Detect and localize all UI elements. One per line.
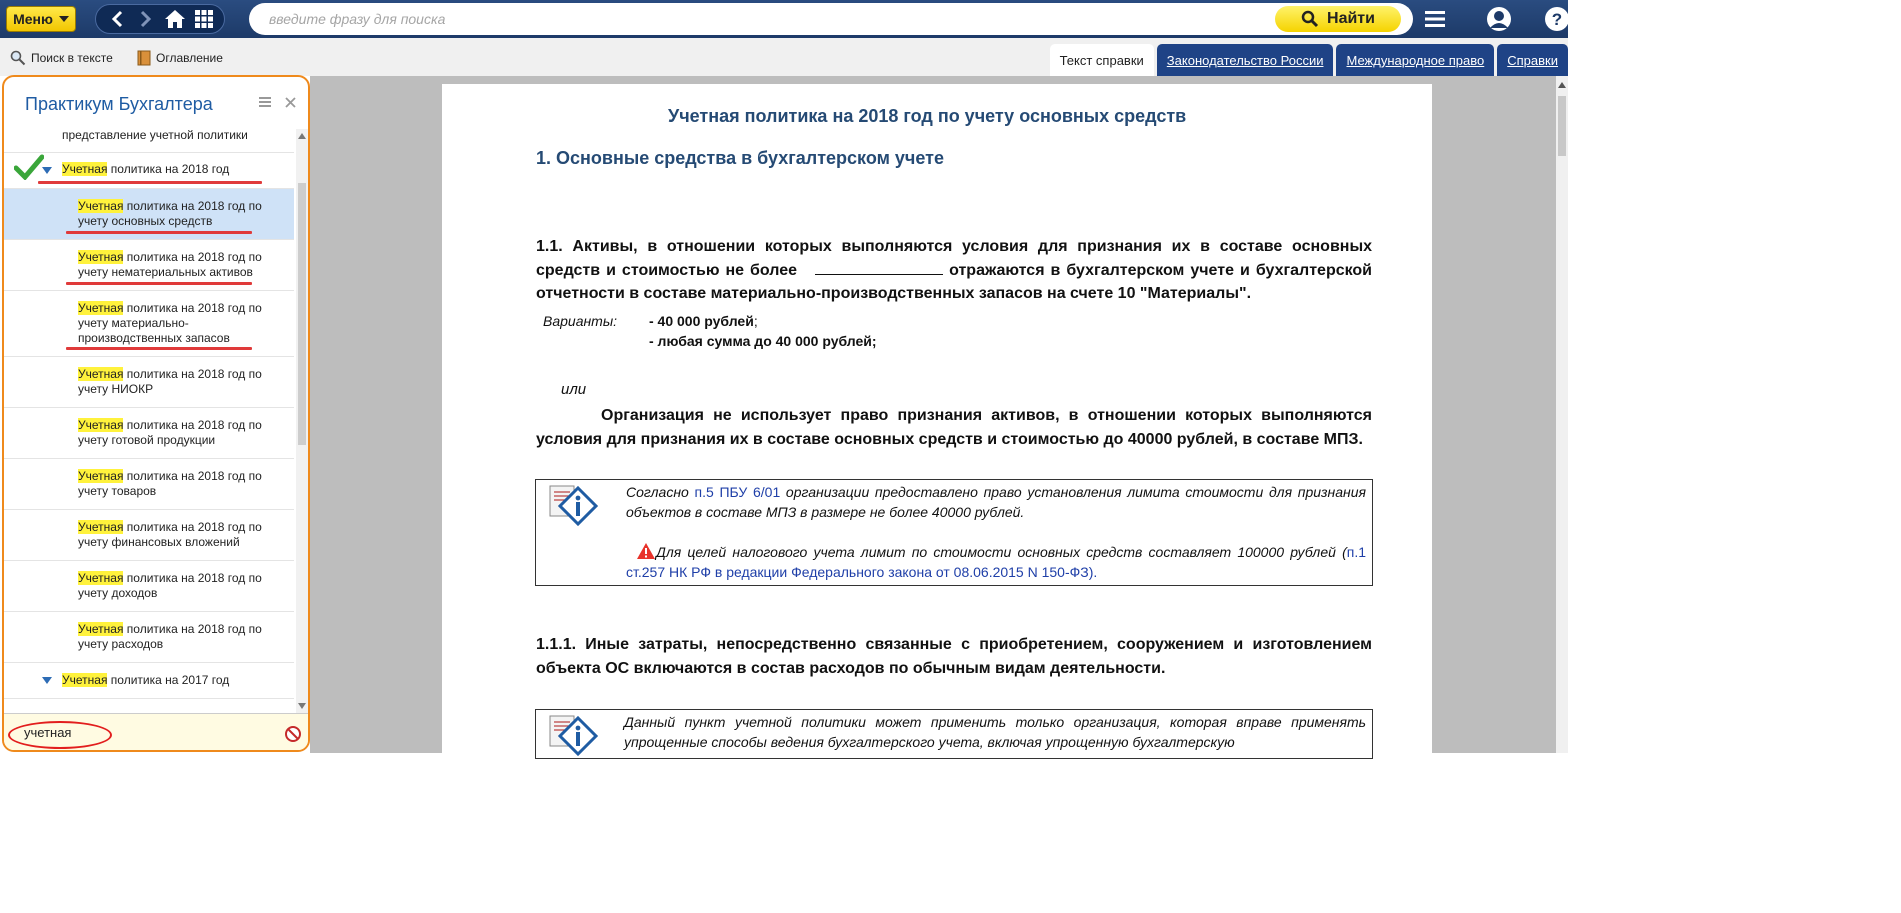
tree-item-label-line2: учету материально- [78,316,189,330]
red-underline [66,231,252,234]
info-icon [548,714,600,756]
link-nk[interactable]: п.1 ст.257 НК РФ в редакции Федерального закона от 08.06.2015 N 150-ФЗ [626,544,1366,580]
tree-item-label: политика на 2018 год по [123,367,262,381]
tree-item-label: политика на 2018 год по [123,622,262,636]
red-underline [66,347,252,350]
highlight-match: Учетная [62,162,108,176]
tree-item-label: политика на 2018 год по [123,418,262,432]
info-text: организации предоставлено право установления лимита стоимости для признания объектов в составе МПЗ в размере не более 40000 рублей. [626,484,1366,520]
top-bar [0,0,1568,38]
sidebar-scrollbar[interactable] [296,129,308,713]
tree-item-label: представление учетной политики [62,128,248,142]
scroll-down-icon[interactable] [298,703,306,709]
paragraph-text: 1.1. Активы, в отношении которых выполняются условия для признания их в составе основных средств и стоимостью не более [536,238,1372,279]
highlight-match: Учетная [62,673,108,687]
tree-item-label-line2: учету доходов [78,586,158,600]
close-icon[interactable] [285,95,296,113]
tree-item-label: политика на 2018 год по [123,199,262,213]
tree-item-label: политика на 2018 год [107,162,230,176]
expand-arrow-icon[interactable] [42,167,52,174]
toolbar [0,38,1568,76]
search-input[interactable] [269,9,1259,29]
info-box-1 [535,479,1373,586]
scroll-up-icon[interactable] [1558,82,1566,88]
document-title: Учетная политика на 2018 год по учету основных средств [668,106,1187,126]
tab-bar [1050,44,1568,76]
document-scroll-thumb[interactable] [1558,96,1566,156]
tree-item-label: политика на 2017 год [107,673,230,687]
highlight-match: Учетная [78,250,124,264]
or-label: или [561,381,587,398]
chevron-down-icon [59,16,69,22]
highlight-match: Учетная [78,571,124,585]
red-annotation-ellipse [8,721,112,749]
apps-grid-icon[interactable] [191,6,217,32]
tab-reference-text[interactable]: Текст справки [1050,44,1154,76]
highlight-match: Учетная [78,301,124,315]
warning-text: Для целей налогового учета лимит по стоимости основных средств составляет 100000 рублей ( [656,544,1347,560]
paragraph-text: отражаются в бухгалтерском учете и бухгалтерской отчетности в составе материально-производственных запасов на счете 10 "Материалы". [536,261,1373,302]
tree-item-selected[interactable] [4,189,294,240]
tree-item-label-line2: учету финансовых вложений [78,535,240,549]
highlight-match: Учетная [78,199,124,213]
book-icon [137,50,151,66]
tree-item-label: политика на 2018 год по [123,301,262,315]
scroll-up-icon[interactable] [298,133,306,139]
tree-item-label-line2: учету нематериальных активов [78,265,253,279]
home-icon[interactable] [162,6,188,32]
tree-item[interactable] [4,510,294,561]
variant-1[interactable] [649,313,758,329]
tree-item-label: политика на 2018 год по [123,520,262,534]
tree-item-label-line2: учету готовой продукции [78,433,216,447]
link-pbu[interactable]: п.5 ПБУ 6/01 [694,484,781,500]
info-text-2: Данный пункт учетной политики может применить только организация, которая вправе применять упрощенные способы ведения бухгалтерского учета, включая упрощенную бухгалтерскую [624,714,1366,750]
document-scrollbar[interactable] [1556,76,1568,753]
magnifier-icon [10,50,26,66]
info-text: Согласно [626,484,695,500]
checkmark-icon [14,154,44,180]
warning-icon [636,542,656,560]
menu-label: Меню [13,11,53,27]
tree-item-2018[interactable] [4,153,294,189]
tab-russian-legislation[interactable]: Законодательство России [1157,44,1334,76]
link-end: ). [1088,564,1098,580]
search-in-text-button[interactable] [10,50,113,66]
info-icon [548,484,600,526]
tree-item[interactable] [4,291,294,357]
svg-text:?: ? [1551,10,1563,29]
tree-item-label-line2: учету расходов [78,637,164,651]
tree-item-2017[interactable] [4,663,294,699]
navigation-group [95,4,225,34]
variant-text: - 40 000 рублей [649,313,754,329]
sidebar-scroll-thumb[interactable] [298,183,306,445]
section-heading: 1. Основные средства в бухгалтерском учете [536,148,944,168]
contents-label: Оглавление [156,51,223,65]
contents-button[interactable] [137,50,223,66]
help-icon[interactable] [1542,4,1572,34]
sidebar [2,75,310,752]
tree-item[interactable] [4,408,294,459]
expand-arrow-icon[interactable] [42,677,52,684]
find-button[interactable] [1275,6,1401,32]
contents-tree [4,127,294,711]
paragraph-1-1-1: 1.1.1. Иные затраты, непосредственно связанные с приобретением, сооружением и изготовлением объекта ОС включаются в состав расходов по обычным видам деятельности. [536,636,1372,677]
list-menu-icon[interactable] [259,95,271,113]
forward-icon[interactable] [133,6,159,32]
find-label: Найти [1327,10,1375,27]
user-icon[interactable] [1484,4,1514,34]
info-warning [626,542,1366,582]
menu-button[interactable] [6,6,76,32]
red-underline [38,181,262,184]
tab-international-law[interactable]: Международное право [1336,44,1494,76]
tree-item[interactable] [4,561,294,612]
tree-item-label: политика на 2018 год по [123,469,262,483]
back-icon[interactable] [104,6,130,32]
alternative-paragraph: Организация не использует право признания активов, в отношении которых выполняются условия для признания их в составе основных средств и стоимостью до 40000 рублей, в составе МПЗ. [536,407,1372,448]
tree-item[interactable] [4,459,294,510]
variants-label: Варианты: [543,313,618,329]
tree-item-label-line2: учету товаров [78,484,157,498]
tree-item-label: политика на 2018 год по [123,571,262,585]
tree-item-label-line2: учету основных средств [78,214,213,228]
tree-item-label: политика на 2018 год по [123,250,262,264]
blank-field [815,259,943,275]
highlight-match: Учетная [78,469,124,483]
highlight-match: Учетная [78,622,124,636]
tree-item[interactable] [4,127,294,153]
hamburger-icon[interactable] [1420,4,1450,34]
clear-filter-icon[interactable] [285,726,301,742]
tree-item[interactable] [4,612,294,663]
info-text-1 [626,482,1366,522]
paragraph-1-1 [536,235,1372,306]
sidebar-title: Практикум Бухгалтера [25,94,213,114]
highlight-match: Учетная [78,520,124,534]
tree-item[interactable] [4,240,294,291]
variant-2[interactable]: - любая сумма до 40 000 рублей; [649,333,877,349]
info-box-2 [535,709,1373,759]
highlight-match: Учетная [78,418,124,432]
search-box [249,3,1413,35]
tree-item[interactable] [4,357,294,408]
tree-item-label-line2: учету НИОКР [78,382,154,396]
search-icon [1301,10,1319,28]
filter-bar [4,713,308,751]
variant-suffix: ; [753,313,758,329]
tab-references[interactable]: Справки [1497,44,1568,76]
search-in-text-label: Поиск в тексте [31,51,113,65]
tree-item-label-line3: производственных запасов [78,331,230,345]
red-underline [66,282,252,285]
sidebar-header [4,77,308,127]
highlight-match: Учетная [78,367,124,381]
